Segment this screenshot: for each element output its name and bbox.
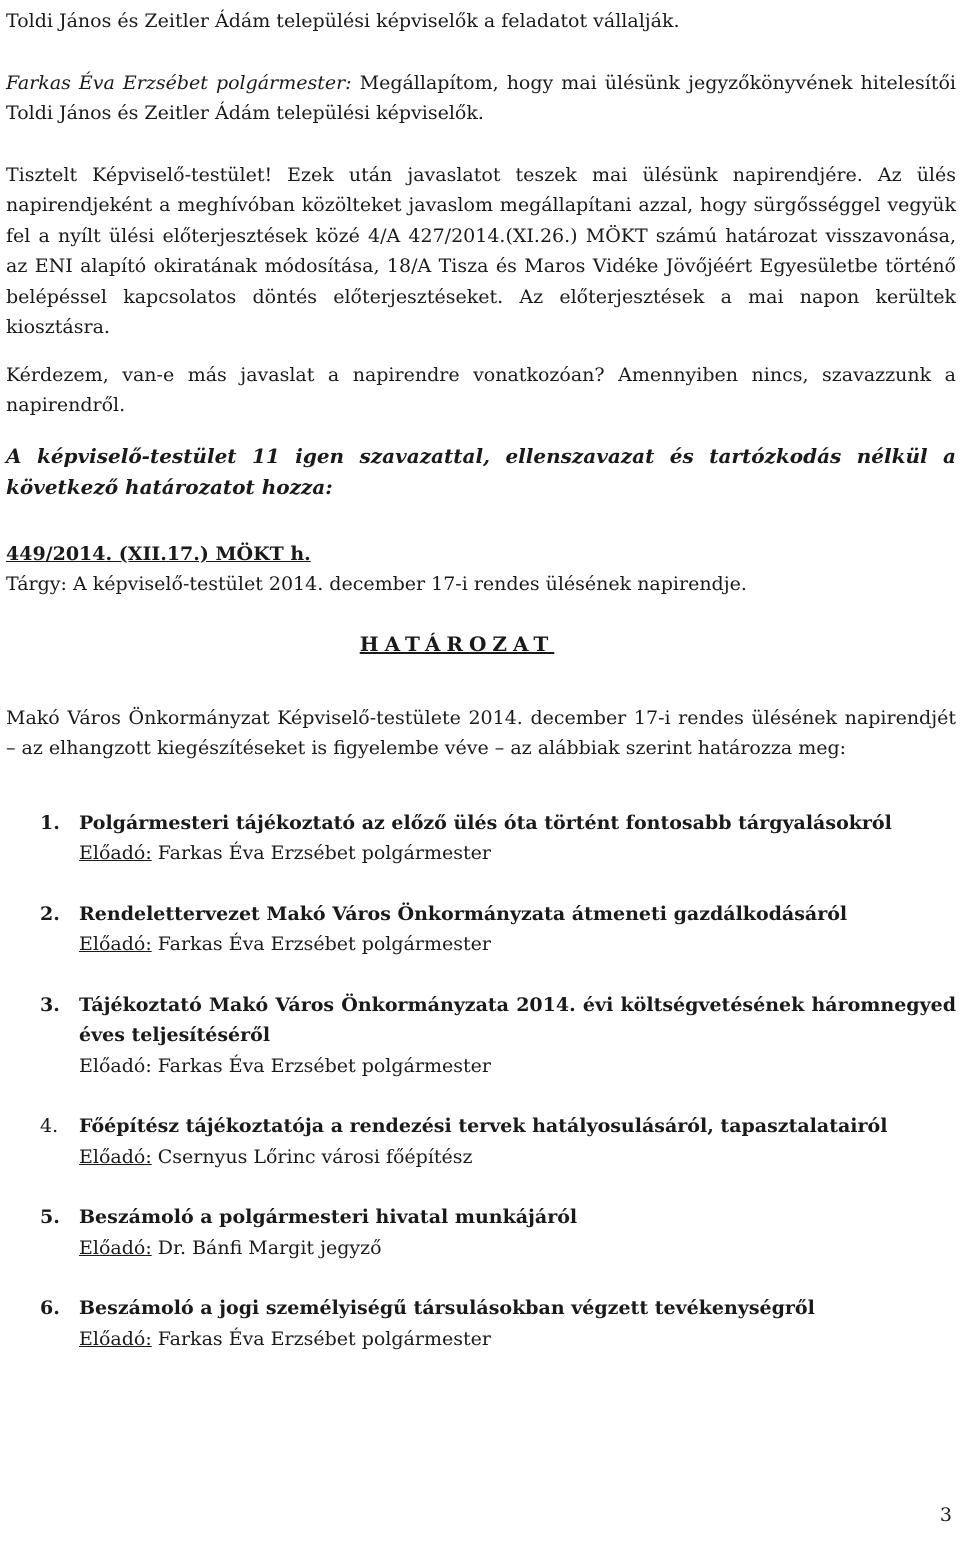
agenda-item-title: Rendelettervezet Makó Város Önkormányzata átmeneti gazdálkodásáról — [79, 902, 848, 925]
agenda-item-presenter — [79, 838, 956, 869]
presenter-label: Előadó: — [79, 1054, 152, 1077]
agenda-list — [6, 808, 956, 1355]
agenda-item-presenter — [79, 1324, 956, 1355]
agenda-item — [6, 1202, 956, 1263]
agenda-item — [6, 990, 956, 1082]
presenter-name: Farkas Éva Erzsébet polgármester — [151, 1327, 491, 1350]
decision-number: 449/2014. (XII.17.) MÖKT h. — [6, 542, 311, 565]
paragraph-agenda-proposal: Tisztelt Képviselő-testület! Ezek után javaslatot teszek mai ülésünk napirendjére. Az ülés napirendjeként a meghívóban közölteket javaslom megállapítani azzal, hogy sürgősséggel vegyük fel a nyílt ülési előterjesztések közé 4/A 427/2014.(XI.26.) MÖKT számú határozat visszavonása, az ENI alapító okiratának módosítása, 18/A Tisza és Maros Vidéke Jövőjéért Egyesületbe történő belépéssel kapcsolatos döntés előterjesztéseket. Az előterjesztések a mai napon kerültek kiosztásra. — [6, 163, 956, 338]
agenda-item-title: Beszámoló a jogi személyiségű társulásokban végzett tevékenységről — [79, 1297, 815, 1319]
vote-result-heading: A képviselő-testület 11 igen szavazattal, ellenszavazat és tartózkodás nélkül a következő határozatot hozza: — [6, 443, 956, 499]
page-number: 3 — [939, 1504, 952, 1526]
agenda-item — [6, 1293, 956, 1354]
presenter-name: Farkas Éva Erzsébet polgármester — [151, 933, 491, 955]
presenter-label: Előadó: — [79, 1236, 152, 1259]
presenter-label: Előadó: — [79, 933, 152, 955]
document-body — [6, 6, 956, 1384]
decision-heading: HATÁROZAT — [359, 631, 555, 656]
speaker-text: Megállapítom, hogy mai ülésünk jegyzőkönyvének hitelesítői Toldi János és Zeitler Ádám települési képviselők. — [6, 71, 957, 124]
paragraph-mayor-statement — [6, 68, 956, 129]
decision-intro: Makó Város Önkormányzat Képviselő-testülete 2014. december 17-i rendes ülésének napirendjét – az elhangzott kiegészítéseket is figyelembe véve – az alábbiak szerint határozza meg: — [6, 706, 956, 759]
presenter-label: Előadó: — [79, 1327, 152, 1350]
paragraph-question: Kérdezem, van-e más javaslat a napirendre vonatkozóan? Amennyiben nincs, szavazzunk a napirendről. — [6, 363, 956, 416]
agenda-item-title: Polgármesteri tájékoztató az előző ülés óta történt fontosabb tárgyalásokról — [79, 811, 892, 834]
agenda-item — [6, 808, 956, 869]
agenda-item-presenter — [79, 1142, 956, 1173]
agenda-item-title: Tájékoztató Makó Város Önkormányzata 2014. évi költségvetésének háromnegyed éves teljesítéséről — [79, 993, 956, 1046]
presenter-label: Előadó: — [79, 1145, 152, 1168]
agenda-item — [6, 899, 956, 960]
agenda-item-presenter — [79, 1233, 956, 1264]
presenter-name: Csernyus Lőrinc városi főépítész — [151, 1145, 473, 1168]
agenda-item-number: 3. — [40, 993, 60, 1016]
agenda-item-number: 4. — [40, 1115, 59, 1137]
agenda-item-number: 1. — [40, 811, 60, 834]
agenda-item-title: Beszámoló a polgármesteri hivatal munkájáról — [79, 1206, 578, 1228]
agenda-item-title: Főépítész tájékoztatója a rendezési tervek hatályosulásáról, tapasztalatairól — [79, 1115, 888, 1137]
agenda-item-number: 5. — [40, 1206, 60, 1228]
decision-subject: Tárgy: A képviselő-testület 2014. december 17-i rendes ülésének napirendje. — [6, 572, 747, 595]
presenter-name: Farkas Éva Erzsébet polgármester — [151, 1054, 491, 1077]
presenter-label: Előadó: — [79, 842, 152, 864]
agenda-item-number: 2. — [40, 902, 60, 925]
speaker-name: Farkas Éva Erzsébet polgármester: — [6, 71, 352, 94]
agenda-item-presenter — [79, 1051, 956, 1082]
presenter-name: Dr. Bánfi Margit jegyző — [151, 1236, 382, 1259]
paragraph-tellers-accept: Toldi János és Zeitler Ádám települési képviselők a feladatot vállalják. — [6, 10, 680, 32]
agenda-item-number: 6. — [40, 1297, 60, 1319]
agenda-item-presenter — [79, 929, 956, 960]
agenda-item — [6, 1111, 956, 1172]
presenter-name: Farkas Éva Erzsébet polgármester — [151, 842, 491, 864]
